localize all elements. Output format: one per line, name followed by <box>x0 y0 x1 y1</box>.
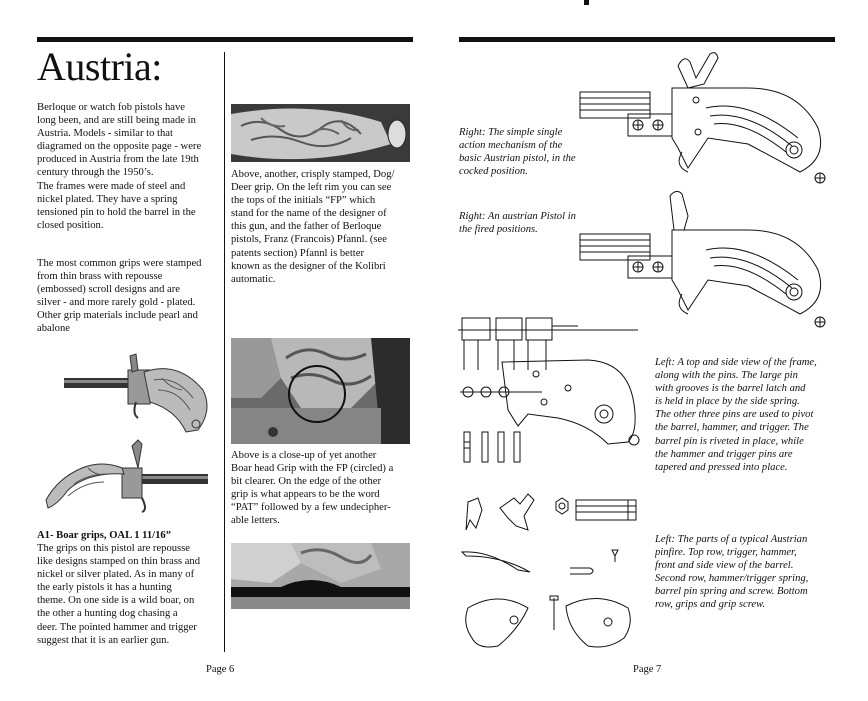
parts-diagram <box>458 490 642 658</box>
column-divider <box>224 52 225 652</box>
right-header-rule <box>459 37 835 42</box>
left-header-rule <box>37 37 413 42</box>
intro-paragraph: Berloque or watch fob pistols have long been, and are still being made in Austria. Models - similar to that diagramed on the opposite page - were produced in Austria from the late 19th century through the 1950’s. The frames were made of steel and nickel plated. They have a spring tensioned pin to hold the barrel in the closed position. <box>37 102 202 231</box>
page-number-right: Page 7 <box>633 664 662 675</box>
a1-description: The grips on this pistol are repousse like designs stamped on thin brass and nickel or silver plated. As in many of the early pistols it has a hunting theme. On one side is a wild boar, on the other a hunting dog chasing a deer. The pointed hammer and trigger suggest that it is an earlier gun. <box>37 543 201 646</box>
cocked-caption: Right: The simple single action mechanism of the basic Austrian pistol, in the cocked position. <box>459 127 576 178</box>
boar-grip-closeup-photo <box>231 338 410 444</box>
frame-caption: Left: A top and side view of the frame, along with the pins. The large pin with grooves is the barrel latch and is held in place by the side spring. The other three pins are used to pivot the barrel, hammer, and trigger. The barrel pin is riveted in place, while the hammer and trigger pins are tapered and pressed into place. <box>655 357 817 473</box>
cocked-mechanism-diagram <box>578 48 840 188</box>
page-number-left: Page 6 <box>206 664 235 675</box>
dog-deer-grip-photo <box>231 104 410 162</box>
boar-closeup-caption: Above is a close-up of yet another Boar head Grip with the FP (circled) a bit clearer. On the edge of the other grip is what appears to be the word “PAT” followed by a few undecipher- able letters. <box>231 450 394 527</box>
a1-heading: A1- Boar grips, OAL 1 11/16” <box>37 530 172 541</box>
fired-mechanism-diagram <box>578 186 840 332</box>
page-title: Austria: <box>37 44 162 89</box>
pistol-photo-left-side <box>38 438 218 514</box>
fired-caption: Right: An austrian Pistol in the fired positions. <box>459 211 576 236</box>
frame-top-side-diagram <box>458 314 642 466</box>
dog-deer-grip-caption: Above, another, crisply stamped, Dog/ Deer grip. On the left rim you can see the tops of the initials “FP” which stand for the name of the designer of this gun, and the father of Berloque pistols, Franz (Francois) Pfannl. (see patents section) Pfannl is better known as the designer of the Kolibri automatic. <box>231 169 395 285</box>
pat-marking-photo <box>231 543 410 609</box>
parts-caption: Left: The parts of a typical Austrian pinfire. Top row, trigger, hammer, front and side view of the barrel. Second row, hammer/trigger spring, barrel pin spring and screw. Bottom row, grips and grip screw. <box>655 534 809 611</box>
pistol-photo-right-side <box>58 350 218 438</box>
grips-paragraph: The most common grips were stamped from thin brass with repousse (embossed) scroll designs and are silver - and more rarely gold - plated. Other grip materials include pearl and abalone <box>37 258 202 335</box>
top-crop-mark <box>584 0 589 5</box>
